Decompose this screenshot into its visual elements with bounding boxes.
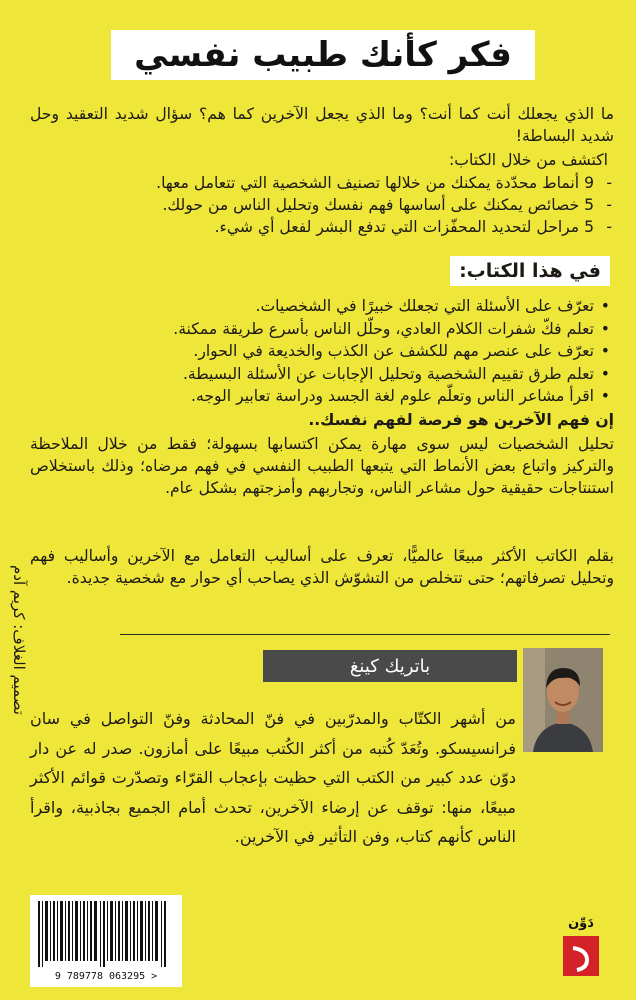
publisher-logo-text: دَوِّن — [568, 916, 594, 931]
list-item: • اقرأ مشاعر الناس وتعلّم علوم لغة الجسد ودراسة تعابير الوجه. — [30, 385, 614, 408]
author-bio: من أشهر الكتّاب والمدرّبين في فنّ المحادثة وفنّ التواصل في سان فرانسيسكو. وتُعَدّ كُتبه من أكثر الكُتب مبيعًا على أمازون. صدر له عن دار دوّن عدد كبير من الكتب التي حظيت بإعجاب القرّاء وتصدّرت قوائم الأكثر مبيعًا، منها: توقف عن إرضاء الآخرين، تحدث أمام الجميع بجاذبية، واقرأ الناس كأنهم كتاب، وفن التأثير في الآخرين. — [30, 709, 516, 846]
divider — [120, 634, 610, 635]
isbn-number: 9 789778 063295 > — [30, 969, 182, 987]
paragraph-author-pitch: بقلم الكاتب الأكثر مبيعًا عالميًّا، تعرف على أساليب التعامل مع الآخرين وأساليب فهم وتحليل تصرفاتهم؛ حتى تتخلص من التشوّش الذي يصاحب أي حوار مع شخصية جديدة. — [30, 547, 614, 587]
list-item: - 5 مراحل لتحديد المحفّزات التي تدفع البشر لفعل أي شيء. — [30, 216, 614, 238]
bullets-list — [30, 295, 614, 408]
list-item: • تعلم فكّ شفرات الكلام العادي، وحلّل الناس بأسرع طريقة ممكنة. — [30, 318, 614, 341]
list-item: • تعلم طرق تقييم الشخصية وتحليل الإجابات عن الأسئلة البسيطة. — [30, 363, 614, 386]
list-item: • تعرّف على الأسئلة التي تجعلك خبيرًا في الشخصيات. — [30, 295, 614, 318]
author-photo-image — [523, 648, 603, 752]
barcode-bars — [30, 895, 182, 969]
barcode — [30, 895, 182, 969]
discoveries-list — [30, 172, 614, 238]
tagline: إن فهم الآخرين هو فرصة لفهم نفسك.. — [308, 411, 614, 429]
book-title: فكر كأنك طبيب نفسي — [111, 30, 535, 80]
cover-credit-text: تصميم الغلاف: كريم آدم — [10, 565, 28, 715]
author-photo — [523, 648, 603, 752]
intro-text: ما الذي يجعلك أنت كما أنت؟ وما الذي يجعل الآخرين كما هم؟ سؤال شديد التعقيد وحل شديد البساطة! — [30, 105, 614, 145]
paragraph-analysis: تحليل الشخصيات ليس سوى مهارة يمكن اكتسابها بسهولة؛ فقط من خلال الملاحظة والتركيز واتباع بعض الأنماط التي يتبعها الطبيب النفسي في فهم مرضاه؛ وذلك باستخلاص استنتاجات حقيقية حول مشاعر الناس، وتجاربهم وأمزجتهم بشكل عام. — [30, 435, 614, 497]
list-item: - 9 أنماط محدّدة يمكنك من خلالها تصنيف الشخصية التي تتعامل معها. — [30, 172, 614, 194]
publisher-logo — [557, 914, 605, 982]
section-heading: في هذا الكتاب: — [450, 256, 610, 286]
author-name: باتريك كينغ — [263, 650, 517, 682]
discover-label: اكتشف من خلال الكتاب: — [449, 151, 608, 169]
list-item: - 5 خصائص يمكنك على أساسها فهم نفسك وتحليل الناس من حولك. — [30, 194, 614, 216]
cover-credit — [4, 560, 34, 720]
list-item: • تعرّف على عنصر مهم للكشف عن الكذب والخديعة في الحوار. — [30, 340, 614, 363]
